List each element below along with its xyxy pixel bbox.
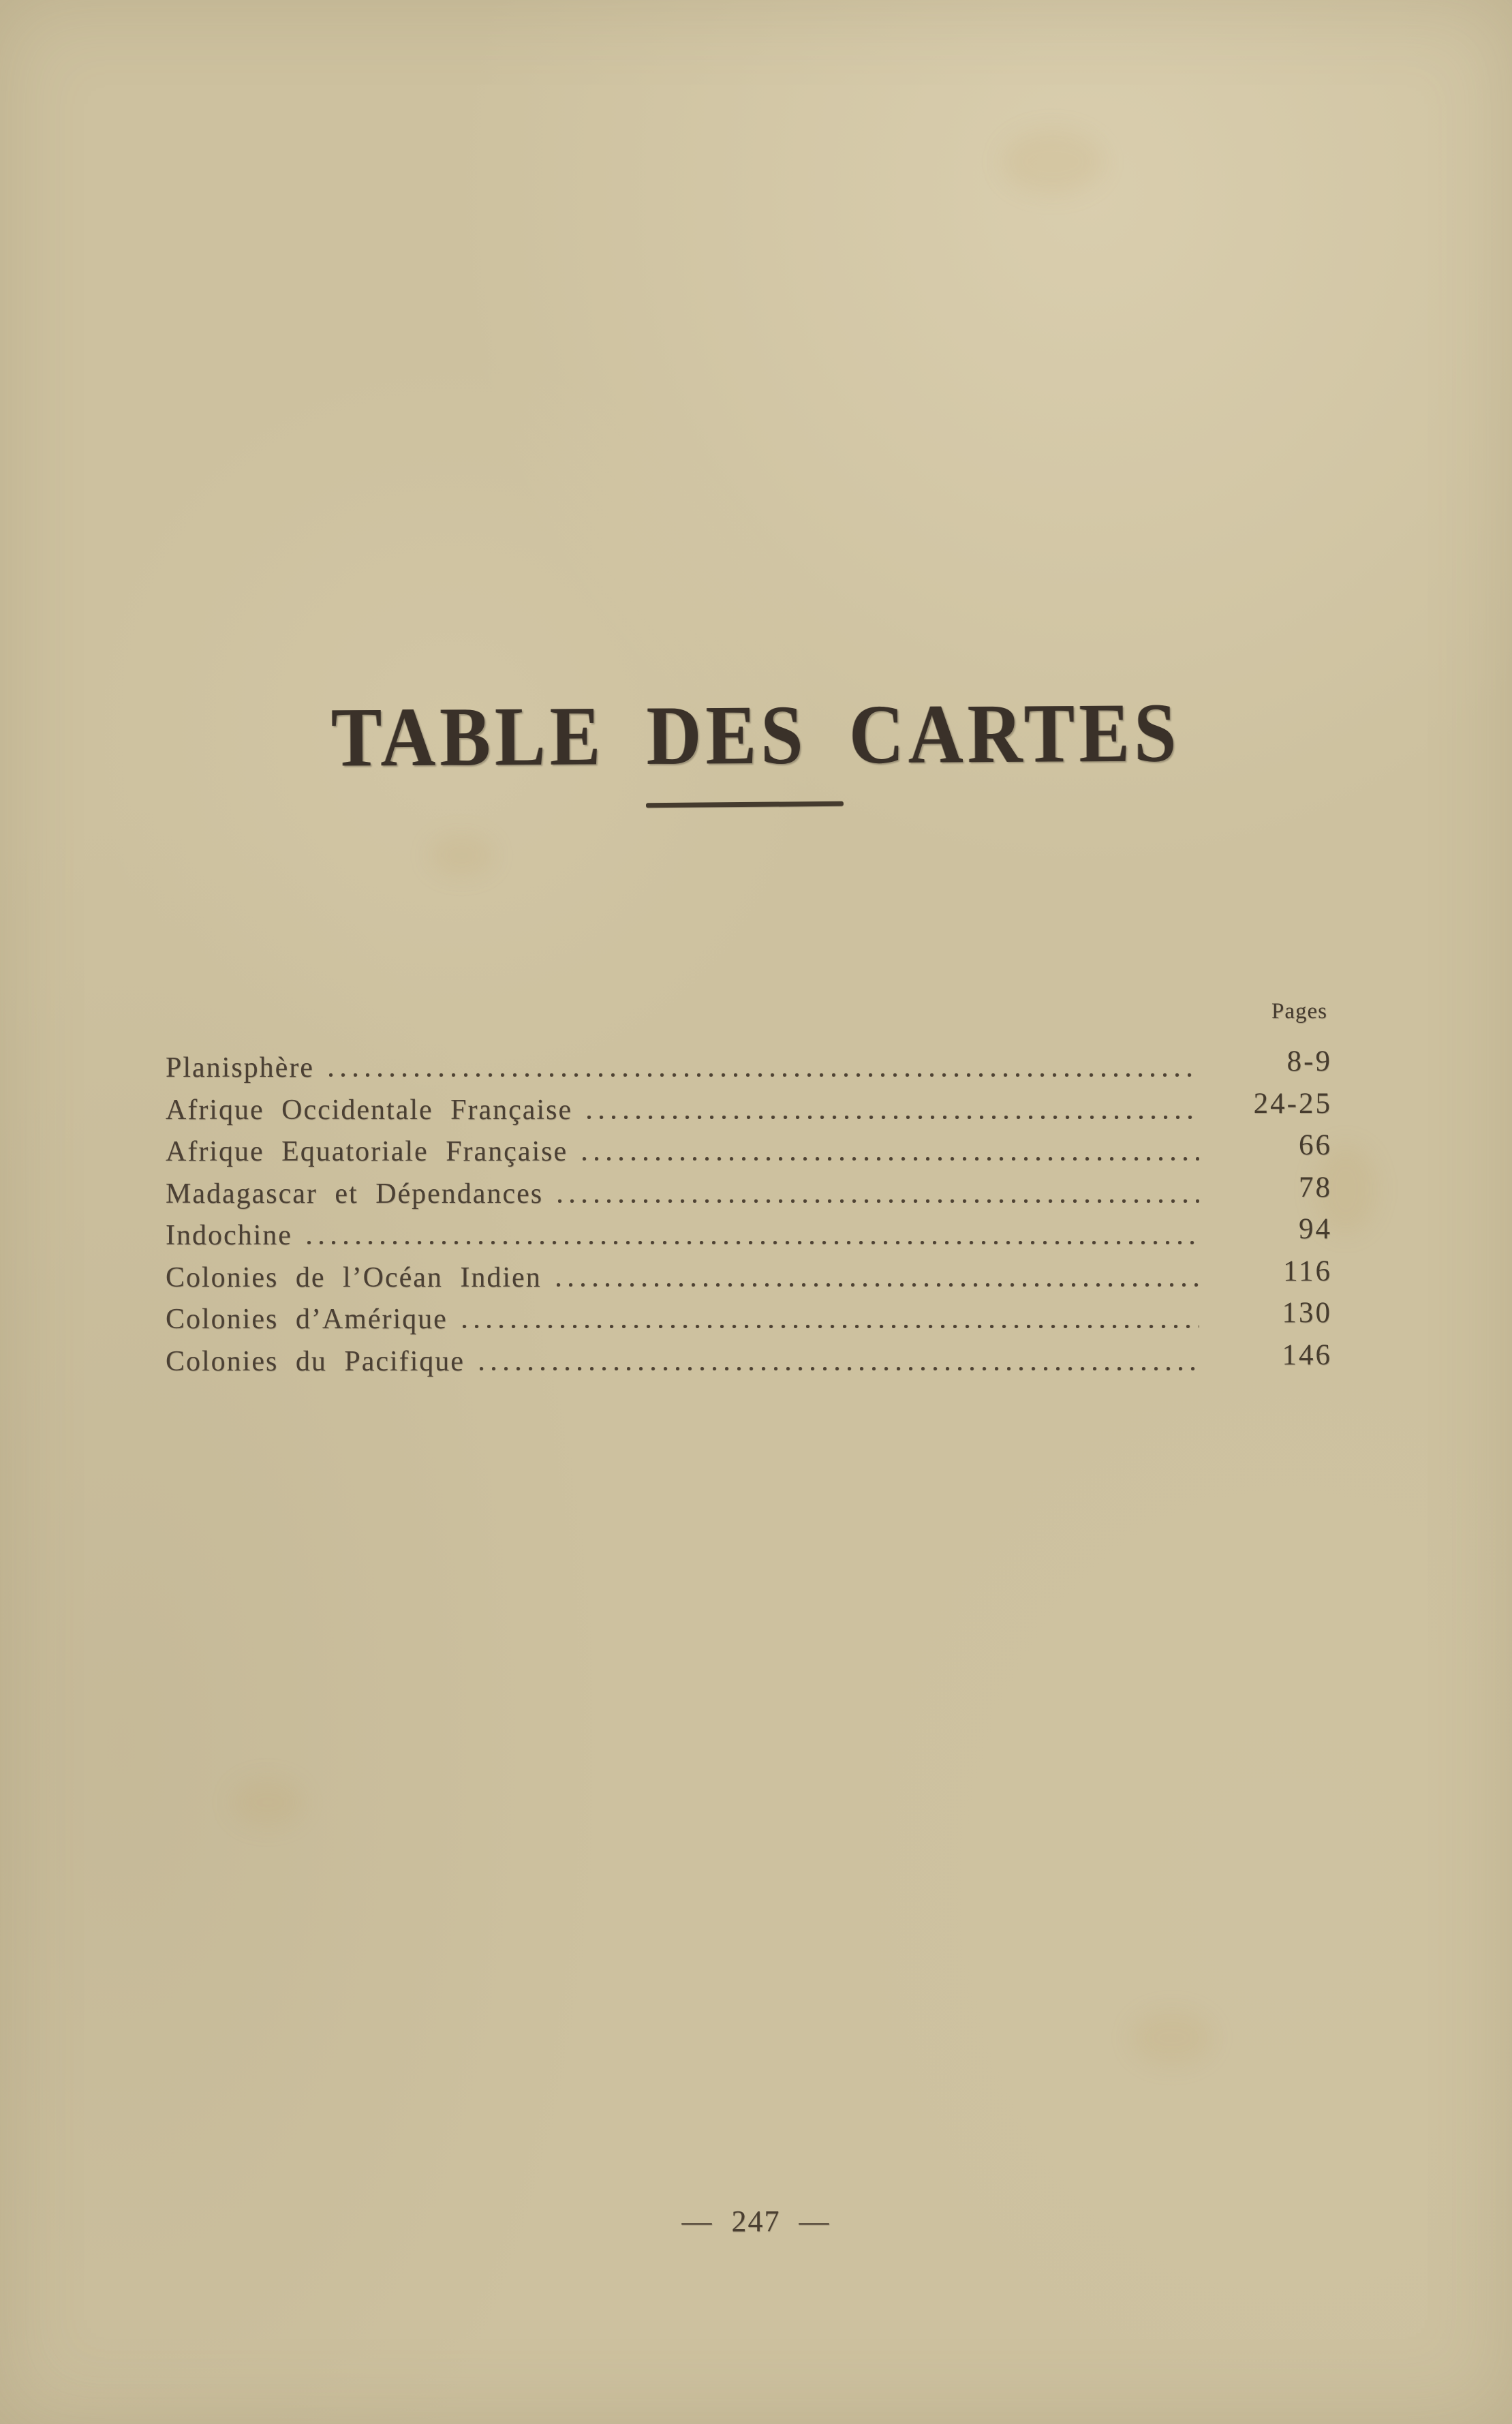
entry-page-number: 130 xyxy=(1282,1297,1332,1329)
paper-stain xyxy=(1131,2010,1213,2065)
toc-entry xyxy=(166,1213,1332,1263)
page-number-footer: — 247 — xyxy=(681,2205,831,2238)
dot-leader xyxy=(307,1241,1199,1244)
toc-entry xyxy=(166,1255,1332,1305)
dot-leader xyxy=(583,1157,1199,1161)
toc-entry xyxy=(166,1129,1332,1179)
entry-label: Colonies de l’Océan Indien xyxy=(166,1261,542,1293)
paper-stain xyxy=(1002,129,1104,194)
toc-entry xyxy=(166,1297,1332,1347)
dot-leader xyxy=(329,1073,1199,1077)
entry-page-number: 66 xyxy=(1299,1129,1332,1161)
entry-label: Colonies d’Amérique xyxy=(166,1304,448,1335)
entry-page-number: 94 xyxy=(1299,1213,1332,1245)
toc-entry xyxy=(166,1045,1332,1095)
table-of-contents xyxy=(166,1000,1332,1388)
paper-stain xyxy=(429,835,494,876)
dot-leader xyxy=(558,1199,1199,1203)
toc-entry-list xyxy=(166,1045,1332,1388)
pages-column-header: Pages xyxy=(1271,999,1327,1024)
entry-label: Colonies du Pacifique xyxy=(166,1345,465,1377)
dot-leader xyxy=(557,1283,1199,1287)
entry-page-number: 8-9 xyxy=(1286,1045,1332,1077)
entry-page-number: 116 xyxy=(1283,1255,1332,1287)
toc-entry xyxy=(166,1171,1332,1221)
entry-page-number: 146 xyxy=(1282,1338,1332,1371)
toc-entry xyxy=(166,1338,1332,1389)
title-divider xyxy=(646,801,844,808)
entry-label: Indochine xyxy=(166,1220,292,1251)
entry-label: Afrique Occidentale Française xyxy=(166,1094,573,1126)
dot-leader xyxy=(480,1367,1199,1370)
entry-label: Afrique Equatoriale Française xyxy=(166,1136,568,1167)
dot-leader xyxy=(463,1325,1199,1328)
entry-label: Planisphère xyxy=(166,1052,314,1084)
toc-entry xyxy=(166,1087,1332,1137)
entry-page-number: 78 xyxy=(1299,1171,1332,1203)
entry-page-number: 24-25 xyxy=(1253,1087,1332,1120)
paper-stain xyxy=(232,1779,303,1826)
page-title: TABLE DES CARTES xyxy=(330,686,1182,784)
dot-leader xyxy=(587,1116,1199,1119)
entry-label: Madagascar et Dépendances xyxy=(166,1178,544,1210)
